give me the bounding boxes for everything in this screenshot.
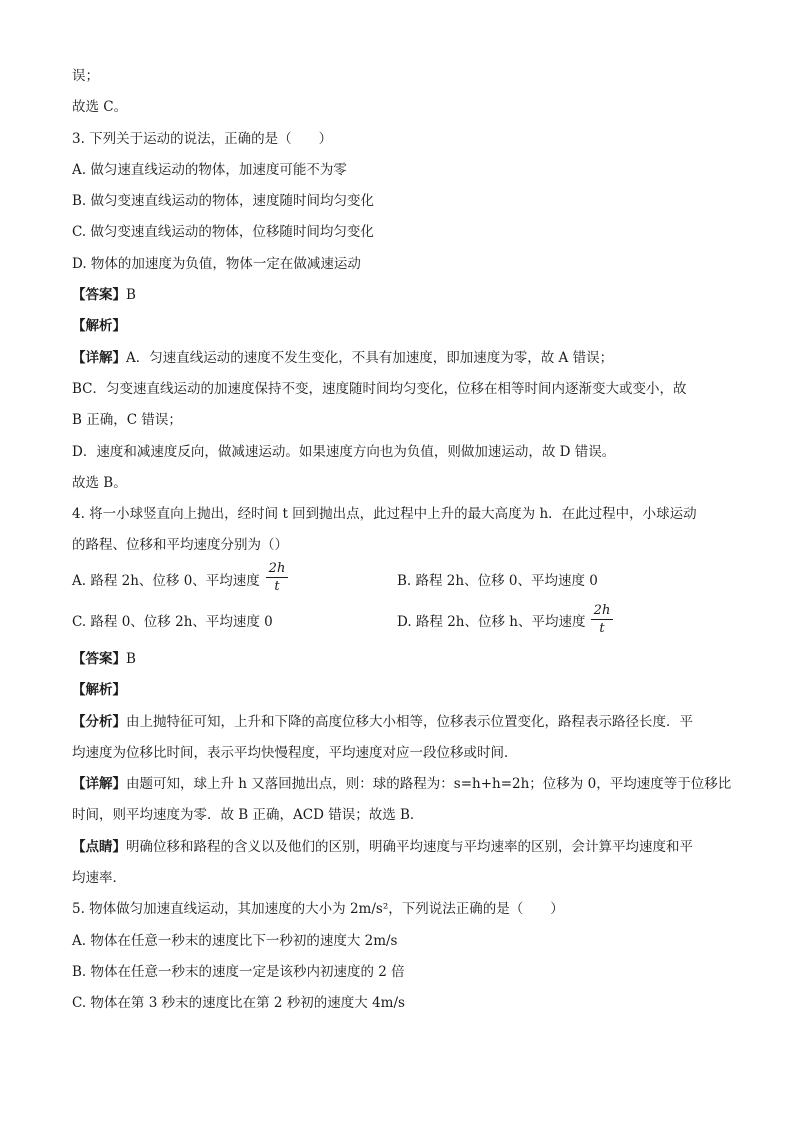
q4-option-d-fraction	[591, 602, 613, 637]
q5-option-c: C. 物体在第 3 秒末的速度比在第 2 秒初的速度大 4m/s	[72, 995, 405, 1011]
q4-option-d: D. 路程 2h、位移 h、平均速度	[397, 614, 586, 630]
detail-tag: 【详解】	[72, 776, 126, 792]
q3-option-d: D. 物体的加速度为负值，物体一定在做减速运动	[72, 256, 361, 272]
fraction-numerator: 2h	[591, 602, 613, 620]
q3-answer	[72, 285, 136, 305]
answer-value: B	[126, 287, 136, 303]
q4-comment-2: 均速率．	[72, 870, 126, 886]
q4-analyze-1	[72, 712, 693, 732]
comment-tag: 【点睛】	[72, 839, 126, 855]
q3-option-a: A. 做匀速直线运动的物体，加速度可能不为零	[72, 162, 347, 178]
fraction-denominator: t	[599, 621, 605, 636]
q3-stem: 3. 下列关于运动的说法，正确的是（ ）	[72, 131, 333, 147]
q4-detail-1	[72, 774, 731, 794]
answer-value: B	[126, 651, 136, 667]
q4-comment-1	[72, 837, 693, 857]
analyze-text: 由上抛特征可知，上升和下降的高度位移大小相等，位移表示位置变化，路程表示路径长度．平	[126, 714, 693, 730]
q4-option-b: B. 路程 2h、位移 0、平均速度 0	[397, 573, 598, 589]
analysis-tag: 【解析】	[72, 682, 126, 698]
q3-option-b: B. 做匀变速直线运动的物体，速度随时间均匀变化	[72, 193, 375, 209]
q4-answer	[72, 649, 136, 669]
q4-option-c: C. 路程 0、位移 2h、平均速度 0	[72, 614, 273, 630]
fraction-numerator: 2h	[266, 560, 288, 578]
comment-text: 明确位移和路程的含义以及他们的区别，明确平均速度与平均速率的区别，会计算平均速度和平	[126, 839, 693, 855]
prev-explanation-tail: 误；	[72, 68, 99, 84]
q4-detail-2: 时间，则平均速度为零．故 B 正确，ACD 错误；故选 B．	[72, 807, 424, 823]
q4-option-a: A. 路程 2h、位移 0、平均速度	[72, 573, 260, 589]
prev-choose: 故选 C。	[72, 99, 128, 115]
q5-option-b: B. 物体在任意一秒末的速度一定是该秒内初速度的 2 倍	[72, 964, 405, 980]
q3-detail-2: BC．匀变速直线运动的加速度保持不变，速度随时间均匀变化，位移在相等时间内逐渐变大或变小，故	[72, 381, 687, 397]
detail-text: 由题可知，球上升 h 又落回抛出点，则：球的路程为：s=h+h=2h；位移为 0，平均速度等于位移比	[126, 776, 732, 792]
analysis-tag: 【解析】	[72, 318, 126, 334]
q3-choose: 故选 B。	[72, 475, 127, 491]
answer-tag: 【答案】	[72, 287, 126, 303]
q5-option-a: A. 物体在任意一秒末的速度比下一秒初的速度大 2m/s	[72, 933, 398, 949]
fraction-denominator: t	[274, 579, 280, 594]
q4-option-a-fraction	[266, 560, 288, 595]
q5-stem: 5. 物体做匀加速直线运动，其加速度的大小为 2m/s²，下列说法正确的是（ ）	[72, 901, 564, 917]
q3-analysis-tag	[72, 316, 126, 336]
q3-detail-1	[72, 348, 613, 368]
q4-stem-2: 的路程、位移和平均速度分别为（）	[72, 537, 288, 553]
q3-option-c: C. 做匀变速直线运动的物体，位移随时间均匀变化	[72, 224, 374, 240]
analyze-tag: 【分析】	[72, 714, 126, 730]
q4-analyze-2: 均速度为位移比时间，表示平均快慢程度，平均速度对应一段位移或时间．	[72, 745, 518, 761]
detail-text: A．匀速直线运动的速度不发生变化，不具有加速度，即加速度为零，故 A 错误；	[126, 350, 614, 366]
q3-detail-3: B 正确，C 错误；	[72, 412, 182, 428]
q4-stem-1: 4. 将一小球竖直向上抛出，经时间 t 回到抛出点，此过程中上升的最大高度为 h．在此过程中，小球运动	[72, 506, 697, 522]
answer-tag: 【答案】	[72, 651, 126, 667]
detail-tag: 【详解】	[72, 350, 126, 366]
q4-analysis-tag	[72, 680, 126, 700]
q3-detail-4: D．速度和减速度反向，做减速运动。如果速度方向也为负值，则做加速运动，故 D 错误。	[72, 444, 616, 460]
